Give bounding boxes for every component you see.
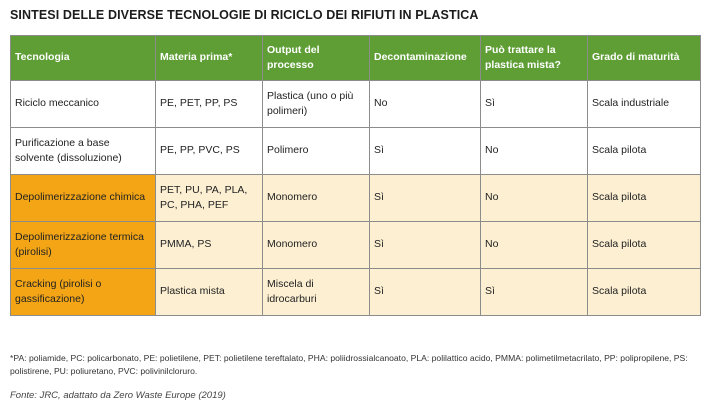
cell-decontamination: No [370, 81, 481, 128]
table-row [11, 222, 701, 269]
table-row [11, 81, 701, 128]
table-row [11, 269, 701, 316]
header-decontaminazione: Decontaminazione [370, 36, 481, 81]
cell-maturity: Scala pilota [588, 175, 701, 222]
cell-feedstock: PE, PP, PVC, PS [156, 128, 263, 175]
cell-output: Miscela di idrocarburi [263, 269, 370, 316]
abbreviations-footnote: *PA: poliamide, PC: policarbonato, PE: polietilene, PET: polietilene tereftalato, PHA: poliidrossialcanoato, PLA: polilattico acido, PMMA: polimetilmetacrilato, PP: polipropilene, PS: polistirene, PU: poliuretano, PVC: polivinilcloruro. [10, 353, 688, 377]
cell-technology: Depolimerizzazione termica (pirolisi) [11, 222, 156, 269]
cell-maturity: Scala pilota [588, 269, 701, 316]
cell-mixed-plastic: No [481, 128, 588, 175]
cell-feedstock: PET, PU, PA, PLA, PC, PHA, PEF [156, 175, 263, 222]
source-note: Fonte: JRC, adattato da Zero Waste Europe (2019) [10, 390, 226, 401]
table-row [11, 175, 701, 222]
header-plastica-mista: Può trattare la plastica mista? [481, 36, 588, 81]
cell-maturity: Scala pilota [588, 222, 701, 269]
cell-technology: Purificazione a base solvente (dissoluzione) [11, 128, 156, 175]
cell-mixed-plastic: Sì [481, 81, 588, 128]
cell-mixed-plastic: Sì [481, 269, 588, 316]
header-output: Output del processo [263, 36, 370, 81]
header-tecnologia: Tecnologia [11, 36, 156, 81]
header-materia-prima: Materia prima* [156, 36, 263, 81]
cell-output: Polimero [263, 128, 370, 175]
cell-maturity: Scala industriale [588, 81, 701, 128]
table-row [11, 128, 701, 175]
cell-technology: Depolimerizzazione chimica [11, 175, 156, 222]
table-title: SINTESI DELLE DIVERSE TECNOLOGIE DI RICICLO DEI RIFIUTI IN PLASTICA [10, 8, 479, 22]
cell-output: Monomero [263, 222, 370, 269]
cell-output: Monomero [263, 175, 370, 222]
cell-decontamination: Sì [370, 128, 481, 175]
cell-technology: Cracking (pirolisi o gassificazione) [11, 269, 156, 316]
cell-mixed-plastic: No [481, 175, 588, 222]
cell-decontamination: Sì [370, 175, 481, 222]
cell-feedstock: PE, PET, PP, PS [156, 81, 263, 128]
cell-mixed-plastic: No [481, 222, 588, 269]
cell-decontamination: Sì [370, 222, 481, 269]
cell-feedstock: Plastica mista [156, 269, 263, 316]
table-header-row [11, 36, 701, 81]
cell-decontamination: Sì [370, 269, 481, 316]
header-grado-maturita: Grado di maturità [588, 36, 701, 81]
cell-maturity: Scala pilota [588, 128, 701, 175]
technology-table [10, 35, 701, 316]
cell-technology: Riciclo meccanico [11, 81, 156, 128]
cell-feedstock: PMMA, PS [156, 222, 263, 269]
cell-output: Plastica (uno o più polimeri) [263, 81, 370, 128]
